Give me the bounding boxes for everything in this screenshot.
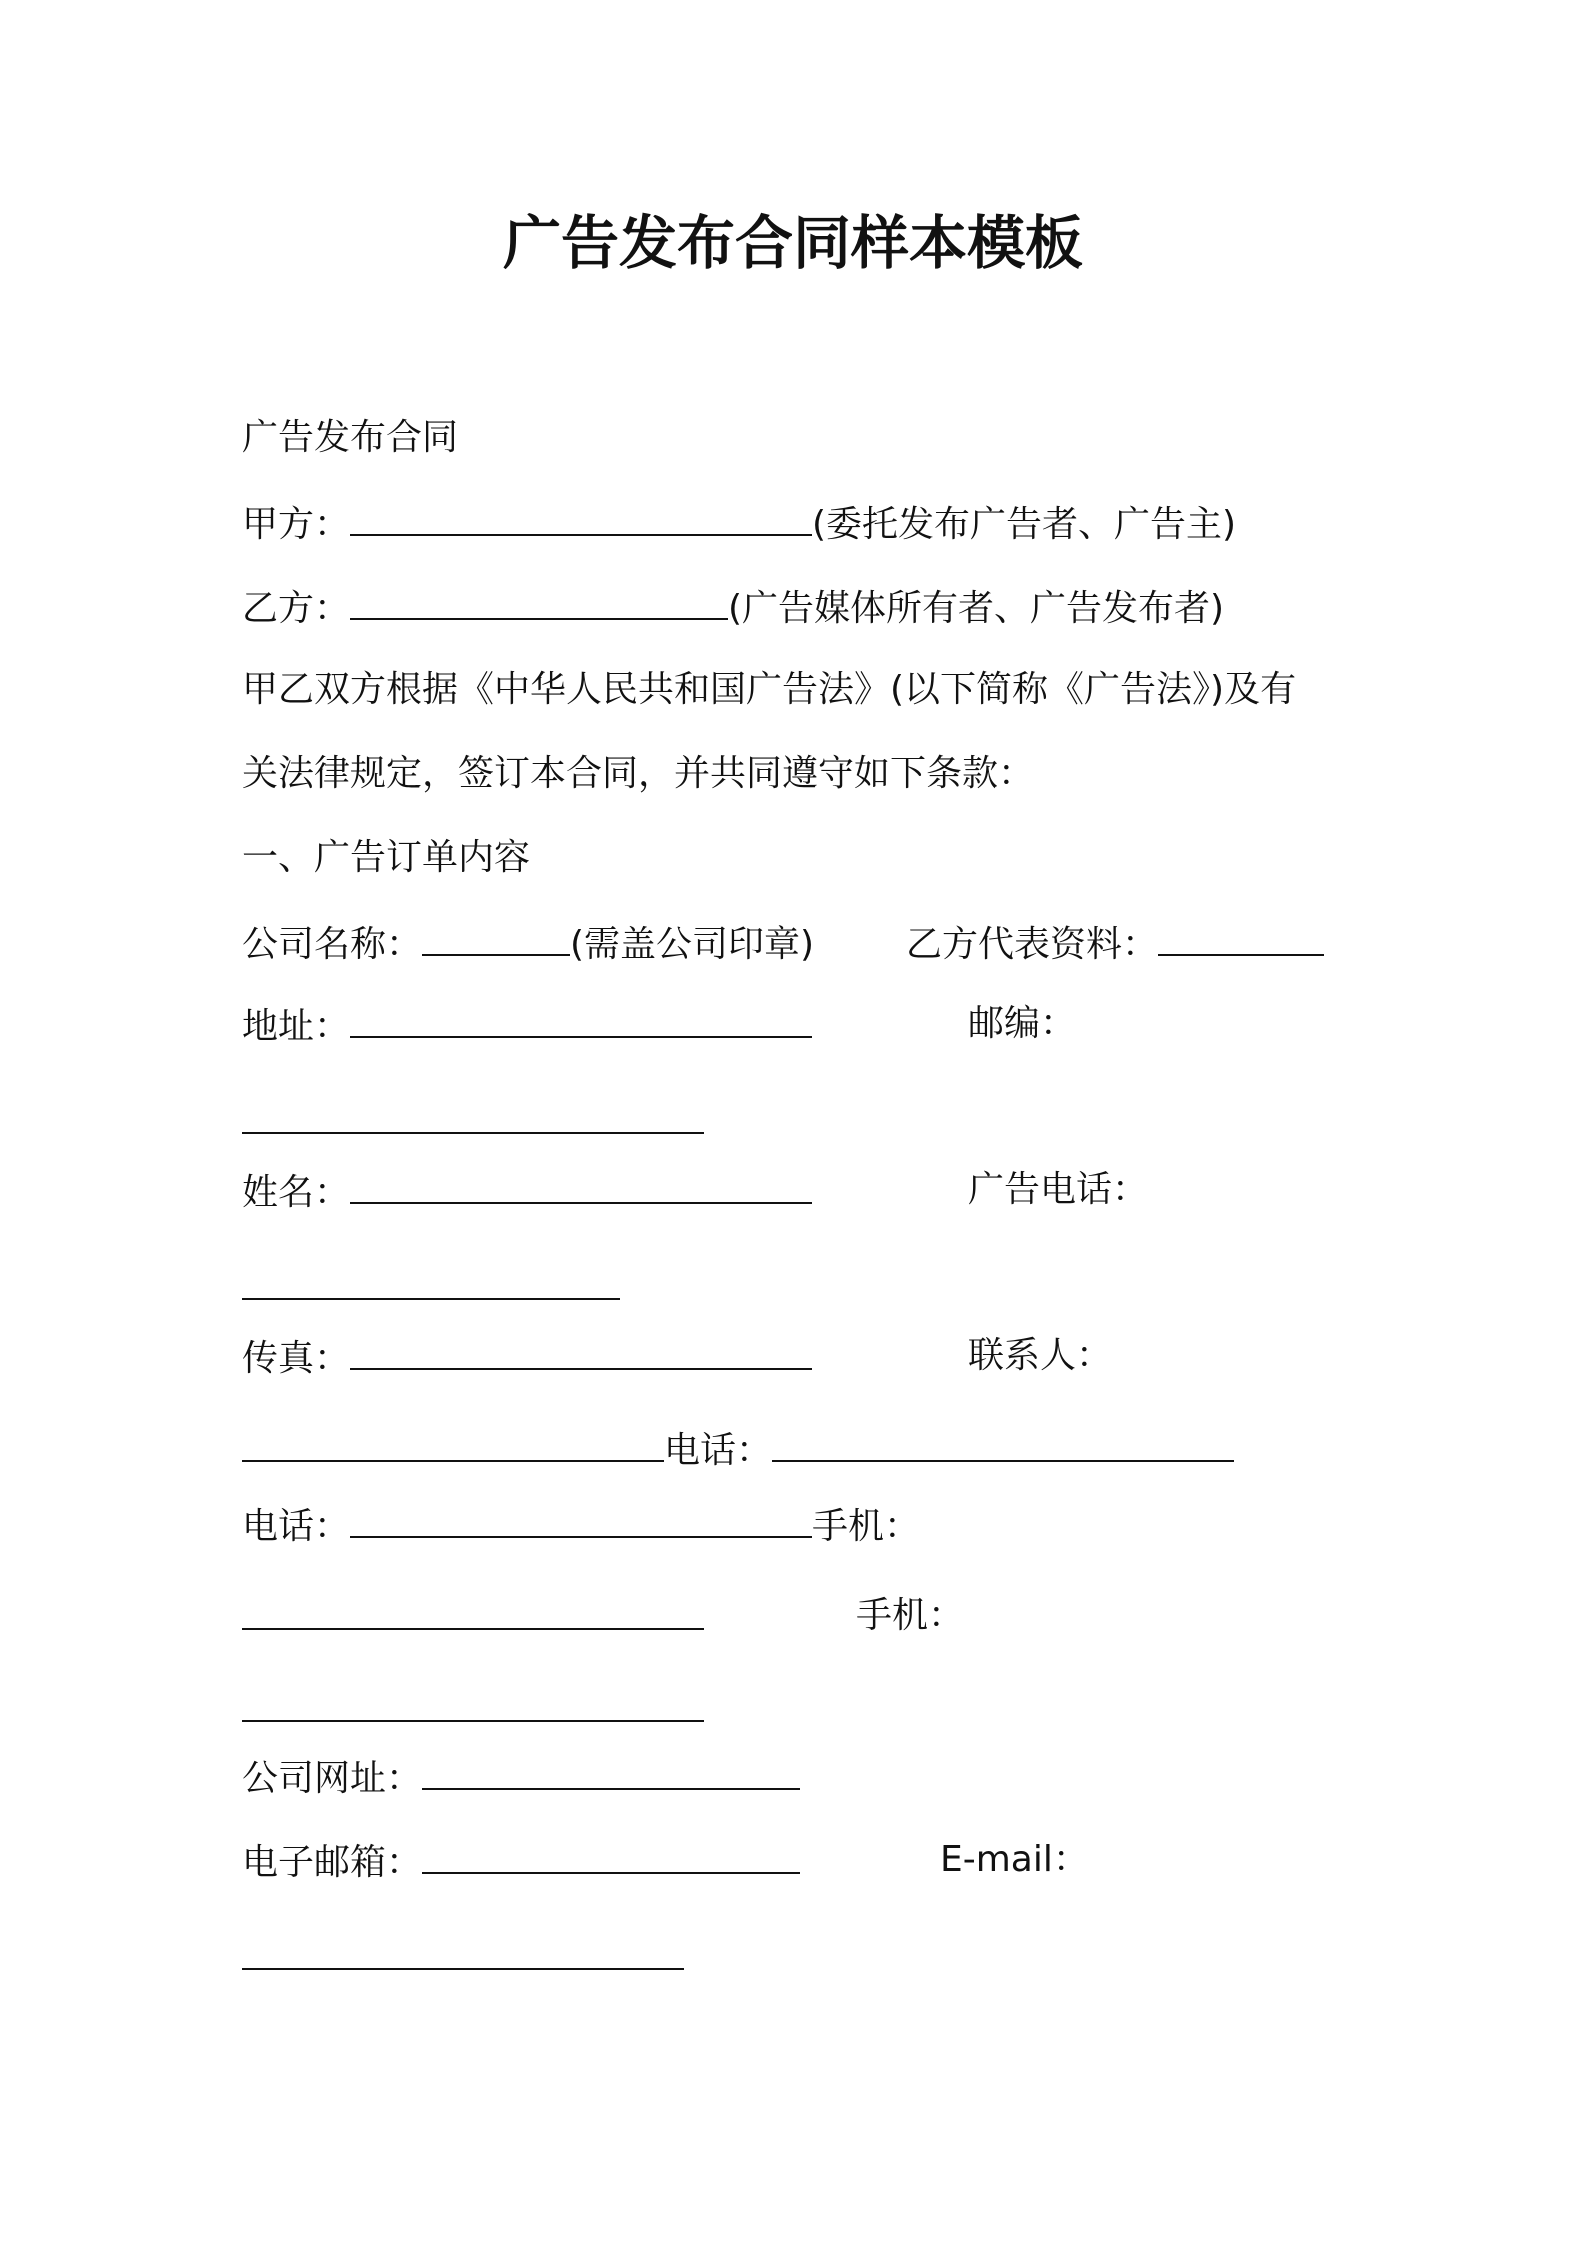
phone-a-blank[interactable] bbox=[350, 1500, 812, 1538]
contact-phone-line bbox=[242, 1424, 1234, 1475]
party-a-line bbox=[242, 498, 1236, 549]
website-blank[interactable] bbox=[422, 1752, 800, 1790]
mobile-label-b: 手机： bbox=[856, 1595, 965, 1636]
postcode-line bbox=[242, 1096, 704, 1147]
address-line bbox=[242, 1000, 812, 1051]
phone-b-blank[interactable] bbox=[772, 1424, 1234, 1462]
company-name-label: 公司名称： bbox=[242, 924, 423, 965]
company-name-line bbox=[242, 918, 814, 969]
email-en-label: E-mail： bbox=[940, 1839, 1089, 1880]
contact-label: 联系人： bbox=[968, 1335, 1113, 1376]
company-name-blank[interactable] bbox=[422, 918, 570, 956]
mobile-label-a: 手机： bbox=[812, 1506, 921, 1547]
email-cn-blank[interactable] bbox=[422, 1836, 800, 1874]
party-b-rep-blank[interactable] bbox=[1158, 918, 1324, 956]
address-label: 地址： bbox=[242, 1006, 351, 1047]
ad-phone-blank[interactable] bbox=[242, 1262, 620, 1300]
party-b-rep-line bbox=[906, 918, 1324, 969]
name-line bbox=[242, 1166, 812, 1217]
document-title: 广告发布合同样本模板 bbox=[502, 209, 1083, 277]
name-label: 姓名： bbox=[242, 1172, 351, 1213]
address-blank[interactable] bbox=[350, 1000, 812, 1038]
name-blank[interactable] bbox=[350, 1166, 812, 1204]
party-a-blank[interactable] bbox=[350, 498, 812, 536]
party-b-note: (广告媒体所有者、广告发布者) bbox=[728, 588, 1225, 629]
website-label: 公司网址： bbox=[242, 1758, 423, 1799]
mobile-a-line bbox=[242, 1592, 704, 1643]
phone-line bbox=[242, 1500, 920, 1551]
website-line bbox=[242, 1752, 800, 1803]
email-en-line bbox=[242, 1932, 684, 1983]
email-cn-line bbox=[242, 1836, 800, 1887]
email-en-blank[interactable] bbox=[242, 1932, 684, 1970]
mobile-b-line bbox=[242, 1684, 704, 1735]
fax-line bbox=[242, 1332, 812, 1383]
party-b-blank[interactable] bbox=[350, 582, 728, 620]
party-a-note: (委托发布广告者、广告主) bbox=[812, 504, 1237, 545]
postcode-blank[interactable] bbox=[242, 1096, 704, 1134]
ad-phone-line bbox=[242, 1262, 620, 1313]
section-1-heading: 一、广告订单内容 bbox=[242, 837, 531, 878]
email-cn-label: 电子邮箱： bbox=[242, 1842, 423, 1883]
fax-label: 传真： bbox=[242, 1338, 351, 1379]
postcode-label: 邮编： bbox=[968, 1003, 1077, 1044]
contract-heading: 广告发布合同 bbox=[242, 417, 459, 458]
party-b-rep-label: 乙方代表资料： bbox=[906, 924, 1159, 965]
fax-blank[interactable] bbox=[350, 1332, 812, 1370]
mobile-a-blank[interactable] bbox=[242, 1592, 704, 1630]
preamble-line-2: 关法律规定，签订本合同，并共同遵守如下条款： bbox=[242, 753, 1035, 794]
party-a-label: 甲方： bbox=[242, 504, 351, 545]
ad-phone-label: 广告电话： bbox=[968, 1169, 1149, 1210]
company-name-note: (需盖公司印章) bbox=[570, 924, 815, 965]
party-b-label: 乙方： bbox=[242, 588, 351, 629]
phone-label-a: 电话： bbox=[242, 1506, 351, 1547]
party-b-line bbox=[242, 582, 1224, 633]
phone-label-b: 电话： bbox=[664, 1430, 773, 1471]
mobile-b-blank[interactable] bbox=[242, 1684, 704, 1722]
preamble-line-1: 甲乙双方根据《中华人民共和国广告法》(以下简称《广告法》)及有 bbox=[242, 669, 1297, 710]
contact-blank[interactable] bbox=[242, 1424, 664, 1462]
